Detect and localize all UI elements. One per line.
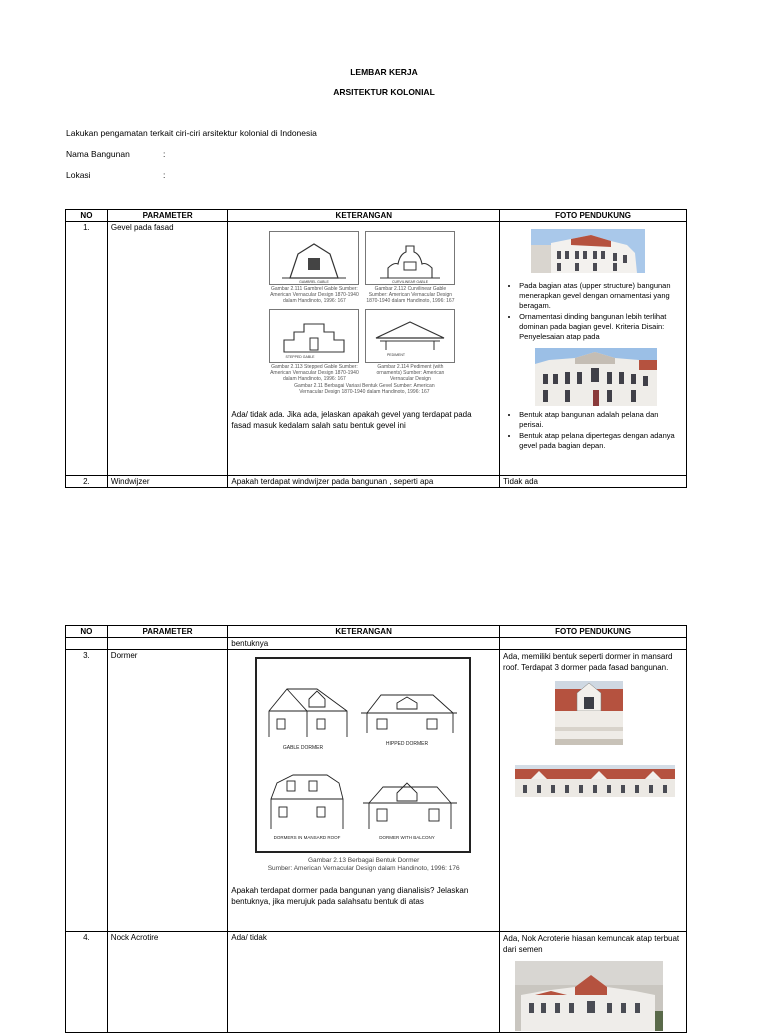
gevel-photo-1 [531,229,645,273]
row-number: 4. [66,932,108,1033]
empty-cell [500,638,687,650]
gevel-notes-b [503,410,683,451]
table-row [66,638,687,650]
table-row [66,222,687,476]
row-keterangan [228,650,500,932]
location-colon: : [163,170,166,180]
curvilinear-gable-image [365,231,455,285]
row-number: 1. [66,222,108,476]
worksheet-title: LEMBAR KERJA [350,67,418,77]
svg-text:GABLE DORMER: GABLE DORMER [283,745,324,751]
header-parameter: PARAMETER [107,626,227,638]
svg-text:DORMERS IN MANSARD ROOF: DORMERS IN MANSARD ROOF [273,835,341,840]
gable-figure-caption: Gambar 2.11 Berbagai Variasi Bentuk Gevel Sumber: American Vernacular Design 1870-1940 dalam Handinoto, 1996: 167 [294,383,435,395]
row-keterangan: Ada/ tidak [228,932,500,1033]
row-keterangan [228,222,500,476]
header-foto: FOTO PENDUKUNG [500,210,687,222]
row-parameter: Dormer [107,650,227,932]
empty-cell [107,638,227,650]
gevel-note: • Ornamentasi dinding bangunan lebih terlihat dominan pada bagian gevel. Kriteria Disain: Penyelesaian atap pada [519,312,683,342]
gevel-note: • Pada bagian atas (upper structure) bangunan menerapkan gevel dengan ornamentasi yang beragam. [519,281,683,311]
svg-text:HIPPED DORMER: HIPPED DORMER [386,741,429,747]
building-name-label: Nama Bangunan [66,149,130,159]
svg-text:PEDIMENT: PEDIMENT [387,353,406,357]
dormer-photo-1 [555,681,623,745]
svg-text:DORMER WITH BALCONY: DORMER WITH BALCONY [379,835,436,840]
table-header-row [66,626,687,638]
table-row [66,932,687,1033]
observation-table-2 [65,625,687,1033]
header-no: NO [66,626,108,638]
gambrel-gable-image [269,231,359,285]
dormer-figure [255,657,471,853]
table-row [66,650,687,932]
svg-text:CURVILINEAR GABLE: CURVILINEAR GABLE [392,280,429,284]
instruction-text: Lakukan pengamatan terkait ciri-ciri arsitektur kolonial di Indonesia [66,128,317,138]
row-keterangan-continuation: bentuknya [228,638,500,650]
gevel-note: • Bentuk atap bangunan adalah pelana dan perisai. [519,410,683,430]
acroterie-answer: Ada, Nok Acroterie hiasan kemuncak atap terbuat dari semen [503,934,680,954]
gambrel-caption: Gambar 2.111 Gambrel Gable Sumber: American Vernacular Design 1870-1940 dalam Handinoto, 1996: 167 [270,286,359,304]
curvilinear-caption: Gambar 2.112 Curvilinear Gable Sumber: American Vernacular Design 1870-1940 dalam Handinoto, 1996: 167 [366,286,455,304]
row-foto [500,650,687,932]
row-keterangan: Apakah terdapat windwijzer pada bangunan , seperti apa [228,476,500,488]
row-foto [500,932,687,1033]
svg-text:GAMBREL GABLE: GAMBREL GABLE [299,280,330,284]
pediment-image [365,309,455,363]
gevel-note: • Bentuk atap pelana dipertegas dengan adanya gevel pada bagian depan. [519,431,683,451]
header-parameter: PARAMETER [107,210,228,222]
pediment-caption: Gambar 2.114 Pediment (with ornaments) Sumber: American Vernacular Design [376,364,445,382]
dormer-answer: Ada, memiliki bentuk seperti dormer in mansard roof. Terdapat 3 dormer pada fasad bangunan. [503,652,673,672]
row-foto: Tidak ada [500,476,687,488]
dormer-caption-title: Gambar 2.13 Berbagai Bentuk Dormer [308,857,420,864]
svg-text:STEPPED GABLE: STEPPED GABLE [285,355,315,359]
stepped-caption: Gambar 2.113 Stepped Gable Sumber: American Vernacular Design 1870-1940 dalam Handinoto, 1996: 167 [270,364,359,382]
header-no: NO [66,210,108,222]
table-row [66,476,687,488]
header-foto: FOTO PENDUKUNG [500,626,687,638]
dormer-question: Apakah terdapat dormer pada bangunan yang dianalisis? Jelaskan bentuknya, jika merujuk pada salahsatu bentuk di atas [231,886,469,906]
dormer-photo-2 [515,765,675,797]
dormer-caption-source: Sumber: American Vernacular Design dalam Handinoto, 1996: 176 [267,865,460,872]
empty-cell [66,638,108,650]
stepped-gable-image [269,309,359,363]
building-name-colon: : [163,149,166,159]
gevel-photo-2 [535,348,657,406]
observation-table-1 [65,209,687,488]
row-parameter: Gevel pada fasad [107,222,228,476]
row-number: 2. [66,476,108,488]
location-label: Lokasi [66,170,91,180]
table-header-row [66,210,687,222]
row-parameter: Nock Acrotire [107,932,227,1033]
header-keterangan: KETERANGAN [228,626,500,638]
header-keterangan: KETERANGAN [228,210,500,222]
row-number: 3. [66,650,108,932]
worksheet-subtitle: ARSITEKTUR KOLONIAL [333,87,435,97]
row-foto [500,222,687,476]
gevel-notes-a [503,281,683,342]
gevel-question: Ada/ tidak ada. Jika ada, jelaskan apakah gevel yang terdapat pada fasad masuk kedalam salah satu bentuk gevel ini [231,410,472,430]
gable-figure [269,231,459,403]
row-parameter: Windwijzer [107,476,228,488]
acroterie-photo [515,961,663,1031]
